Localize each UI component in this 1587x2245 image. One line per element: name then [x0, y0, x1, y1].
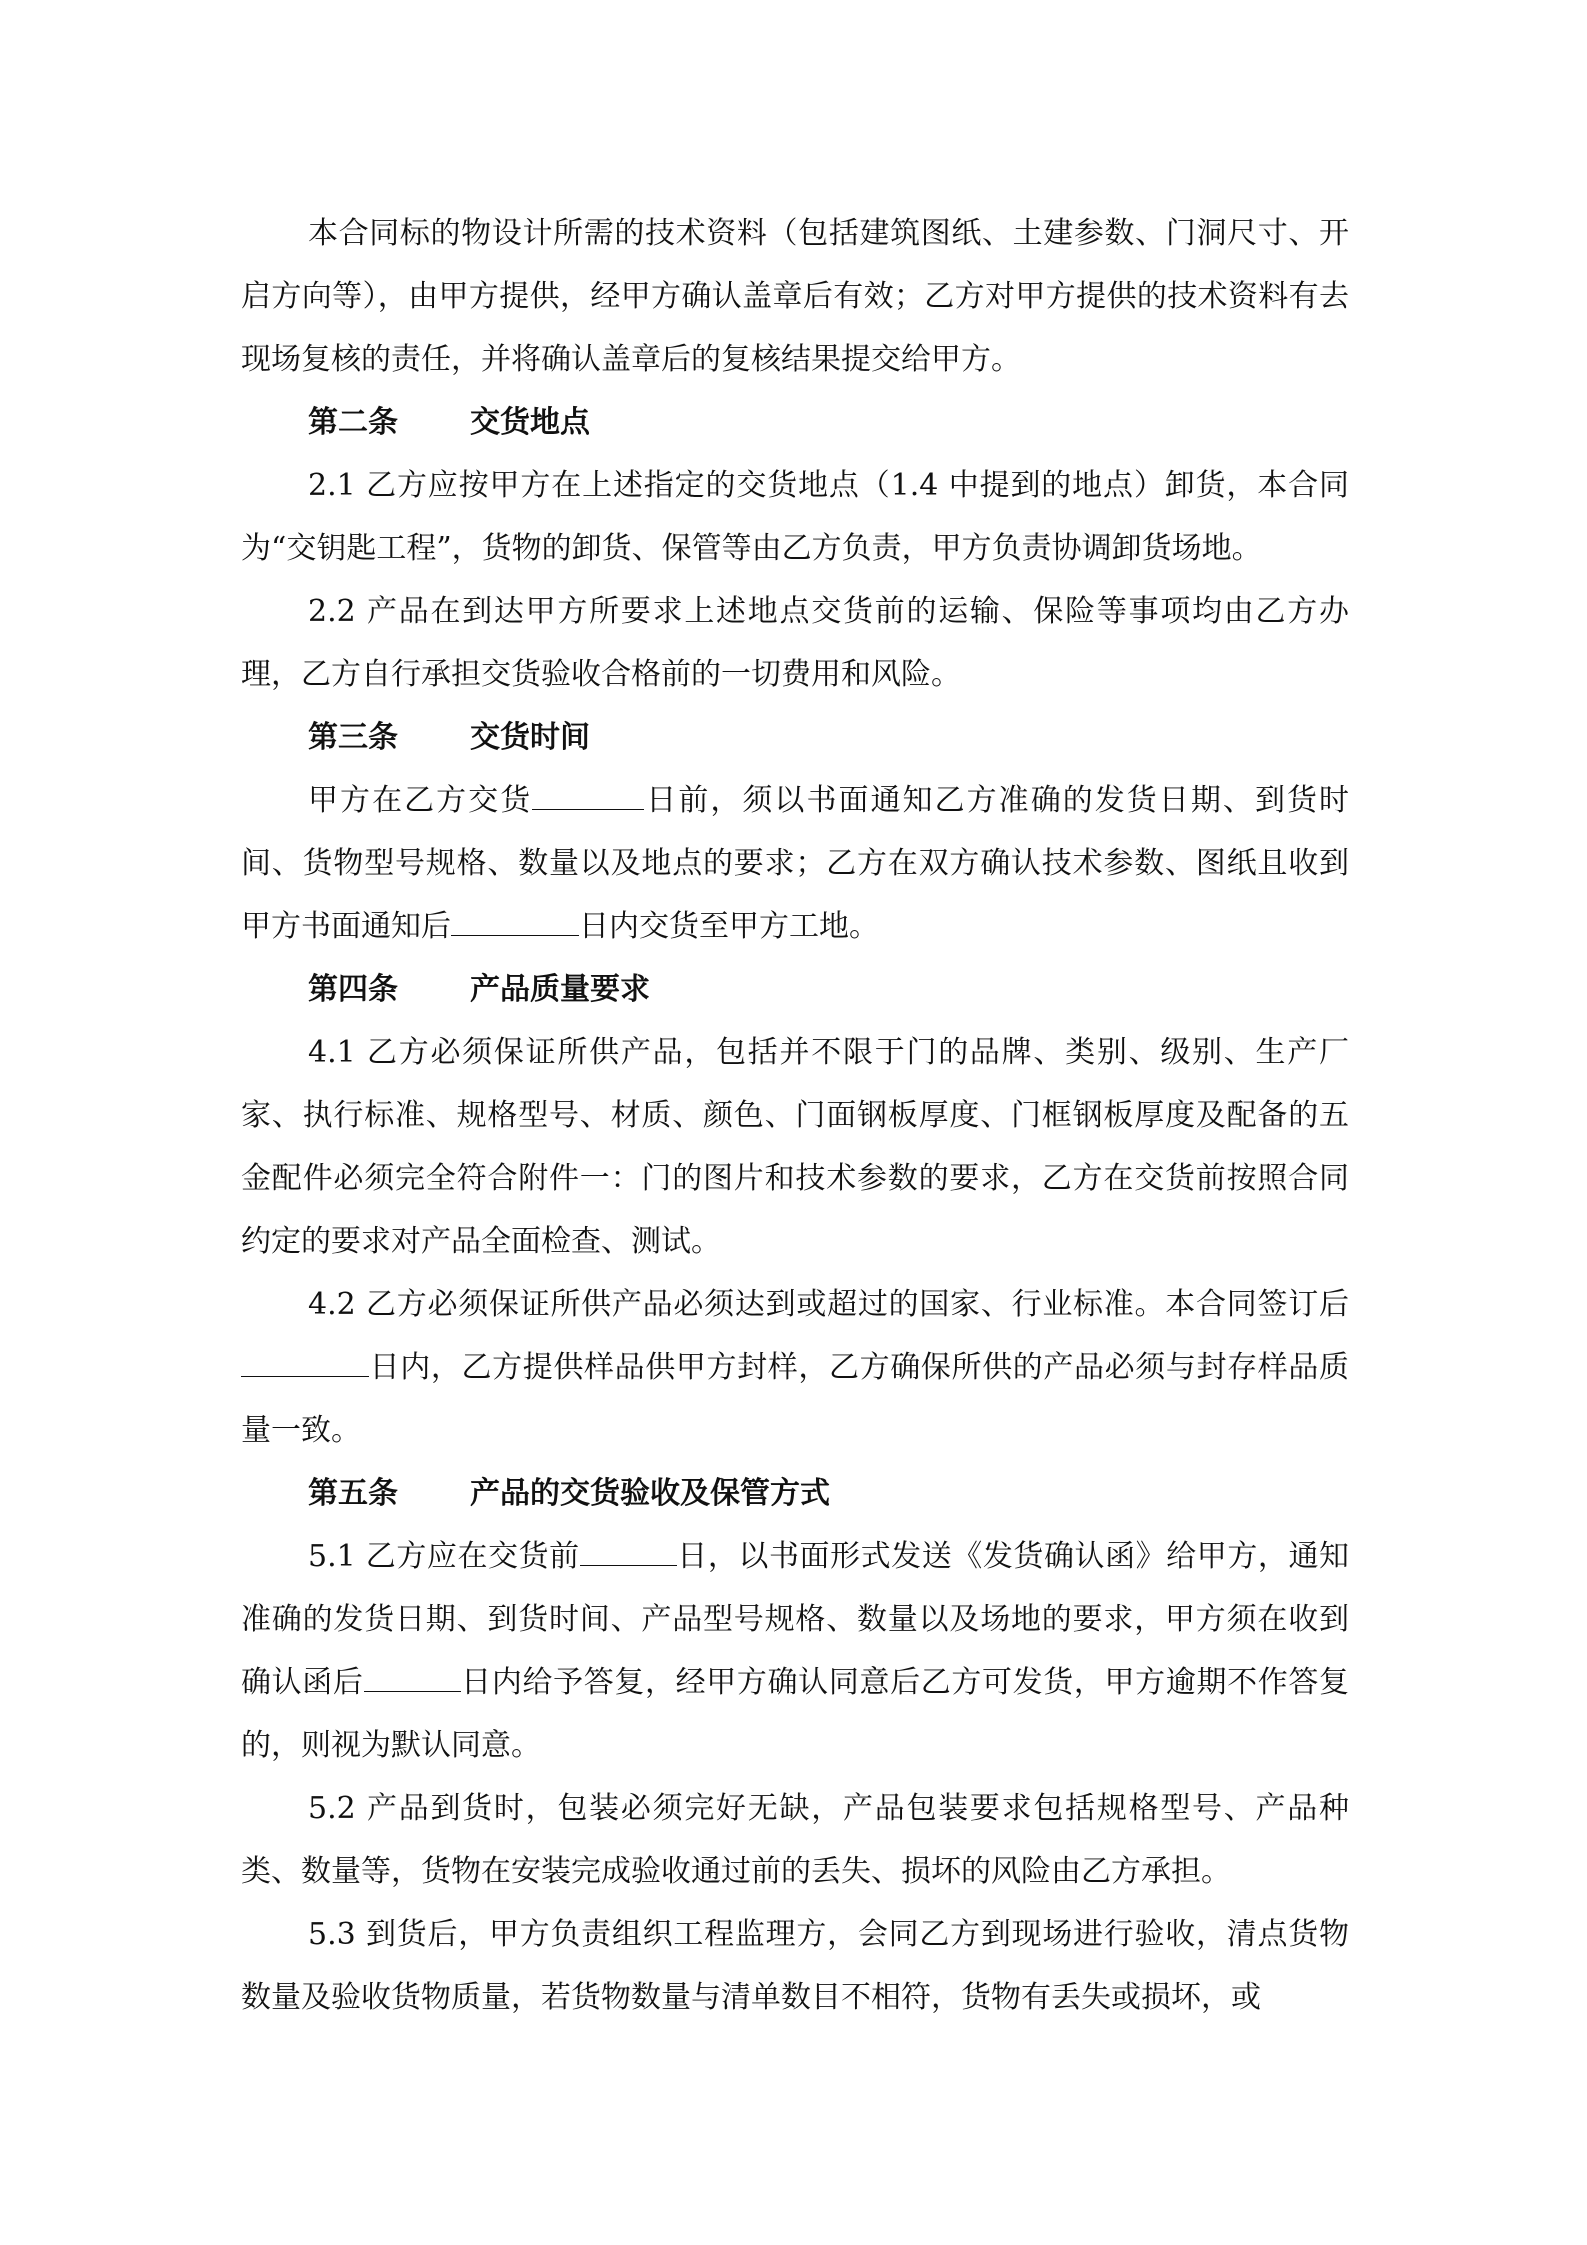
paragraph-5-3: 5.3 到货后，甲方负责组织工程监理方，会同乙方到现场进行验收，清点货物数量及验收货物质量，若货物数量与清单数目不相符，货物有丢失或损坏，或 [241, 1917, 1349, 2015]
paragraph-4-2 [241, 1273, 1349, 1462]
text-segment: 4.2 乙方必须保证所供产品必须达到或超过的国家、行业标准。本合同签订后 [308, 1287, 1349, 1322]
heading-article-5 [241, 1462, 1349, 1525]
article-title: 产品质量要求 [470, 972, 650, 1007]
paragraph-5-1 [241, 1525, 1349, 1777]
fill-in-blank[interactable] [451, 909, 579, 936]
fill-in-blank[interactable] [532, 783, 644, 810]
paragraph-5-2: 5.2 产品到货时，包装必须完好无缺，产品包装要求包括规格型号、产品种类、数量等，货物在安装完成验收通过前的丢失、损坏的风险由乙方承担。 [241, 1791, 1349, 1889]
paragraph-2-2: 2.2 产品在到达甲方所要求上述地点交货前的运输、保险等事项均由乙方办理，乙方自行承担交货验收合格前的一切费用和风险。 [241, 594, 1349, 692]
fill-in-blank[interactable] [241, 1350, 369, 1377]
heading-article-3 [241, 706, 1349, 769]
paragraph-3 [241, 769, 1349, 958]
fill-in-blank[interactable] [364, 1665, 461, 1692]
text-segment: 日内给予答复，经甲方确认同意后乙方可发货，甲方逾期不作答复的，则视为默认同意。 [241, 1665, 1350, 1763]
paragraph-2-1: 2.1 乙方应按甲方在上述指定的交货地点（1.4 中提到的地点）卸货，本合同为“交钥匙工程”，货物的卸货、保管等由乙方负责，甲方负责协调卸货场地。 [241, 468, 1349, 566]
paragraph-intro: 本合同标的物设计所需的技术资料（包括建筑图纸、土建参数、门洞尺寸、开启方向等），由甲方提供，经甲方确认盖章后有效；乙方对甲方提供的技术资料有去现场复核的责任，并将确认盖章后的复核结果提交给甲方。 [241, 216, 1349, 377]
text-segment: 日前，须以书面通知乙方准确的发货日期、到货时间、货物型号规格、数量以及地点的要求；乙方在双方确认技术参数、图纸且收到甲方书面通知后 [241, 783, 1350, 944]
fill-in-blank[interactable] [580, 1539, 677, 1566]
paragraph-4-1: 4.1 乙方必须保证所供产品，包括并不限于门的品牌、类别、级别、生产厂家、执行标准、规格型号、材质、颜色、门面钢板厚度、门框钢板厚度及配备的五金配件必须完全符合附件一：门的图片和技术参数的要求，乙方在交货前按照合同约定的要求对产品全面检查、测试。 [241, 1035, 1349, 1259]
article-number: 第四条 [308, 972, 398, 1007]
article-title: 交货地点 [470, 405, 590, 440]
heading-article-2 [241, 391, 1349, 454]
text-segment: 甲方在乙方交货 [308, 783, 533, 818]
document-body [241, 202, 1349, 2029]
text-segment: 日，以书面形式发送《发货确认函》给甲方，通知准确的发货日期、到货时间、产品型号规格、数量以及场地的要求，甲方须在收到确认函后 [241, 1539, 1350, 1700]
article-title: 产品的交货验收及保管方式 [470, 1476, 830, 1511]
article-title: 交货时间 [470, 720, 590, 755]
heading-article-4 [241, 958, 1349, 1021]
text-segment: 日内交货至甲方工地。 [579, 909, 879, 944]
article-number: 第二条 [308, 405, 398, 440]
article-number: 第五条 [308, 1476, 398, 1511]
text-segment: 日内，乙方提供样品供甲方封样，乙方确保所供的产品必须与封存样品质量一致。 [241, 1350, 1349, 1448]
article-number: 第三条 [308, 720, 398, 755]
text-segment: 5.1 乙方应在交货前 [308, 1539, 580, 1574]
